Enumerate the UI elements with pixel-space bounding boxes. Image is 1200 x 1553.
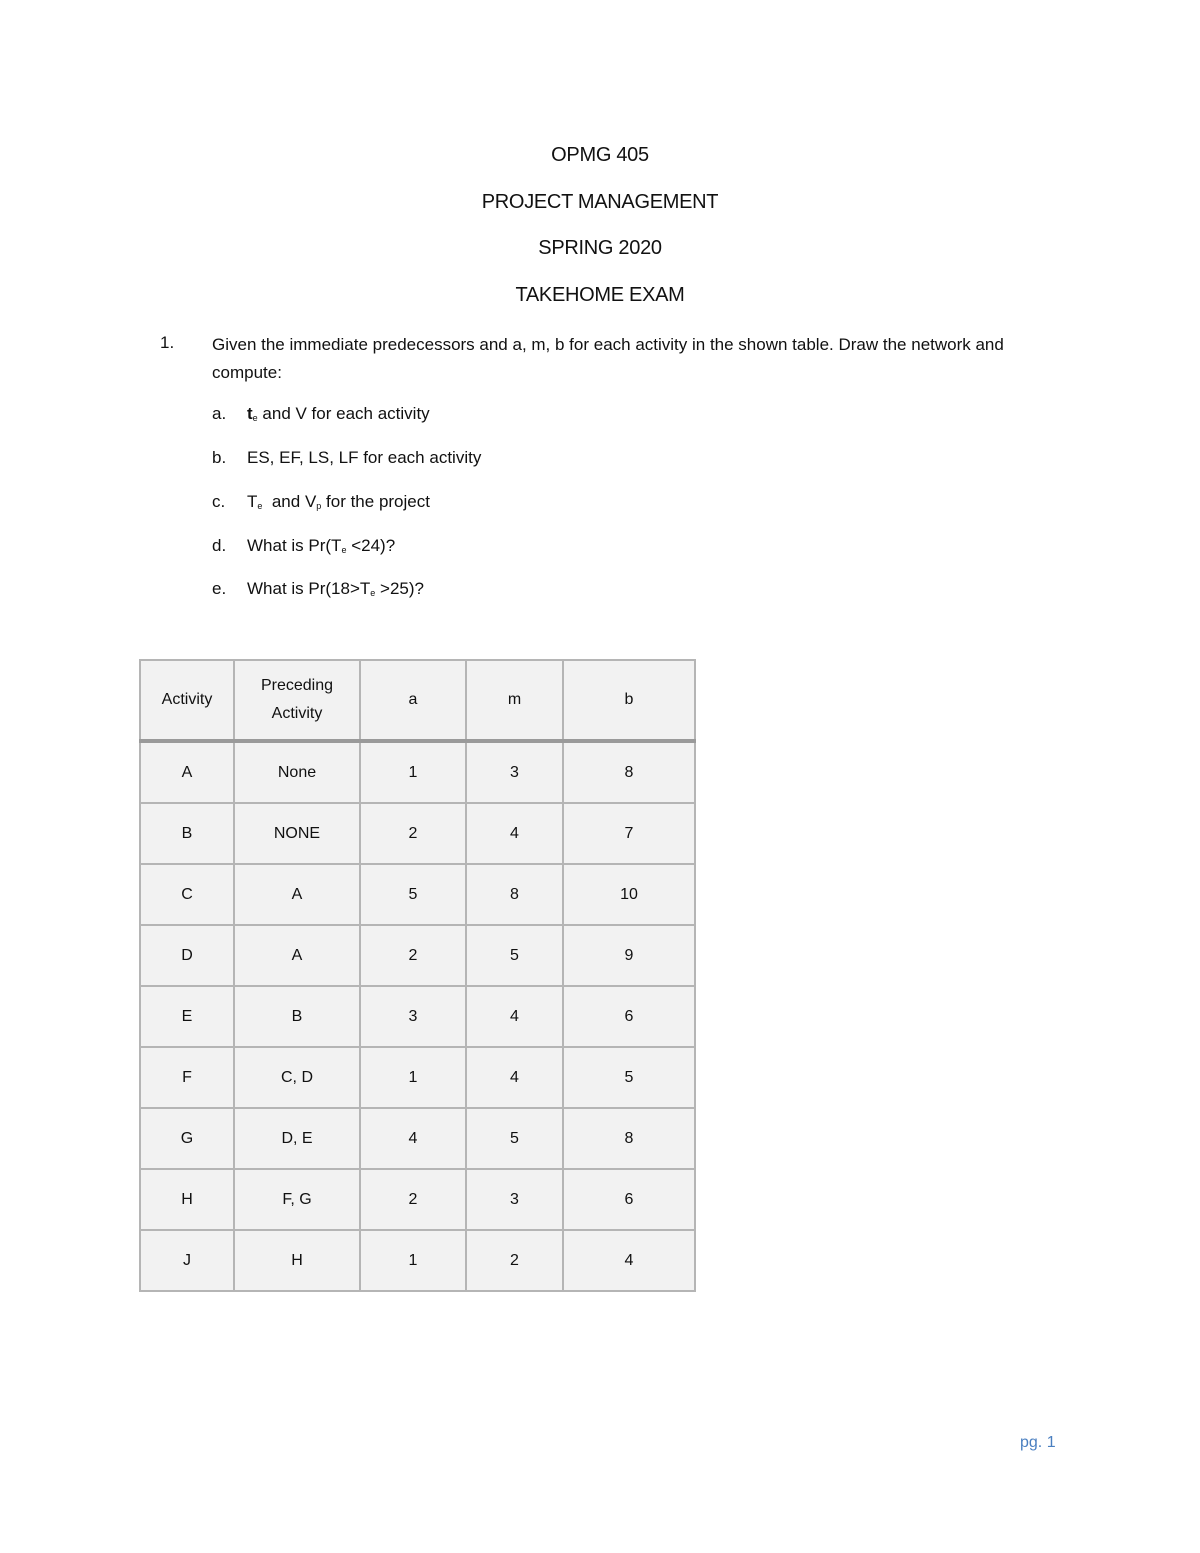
cell-a: 1 bbox=[360, 1230, 466, 1291]
cell-m: 4 bbox=[466, 1047, 563, 1108]
table-header-row bbox=[140, 660, 695, 741]
cell-preceding: NONE bbox=[234, 803, 360, 864]
cell-activity: G bbox=[140, 1108, 234, 1169]
part-letter: b. bbox=[212, 448, 227, 467]
cell-activity: J bbox=[140, 1230, 234, 1291]
cell-activity: C bbox=[140, 864, 234, 925]
header-activity: Activity bbox=[140, 660, 234, 741]
cell-b: 8 bbox=[563, 1108, 695, 1169]
cell-b: 4 bbox=[563, 1230, 695, 1291]
cell-activity: B bbox=[140, 803, 234, 864]
cell-b: 7 bbox=[563, 803, 695, 864]
cell-b: 5 bbox=[563, 1047, 695, 1108]
exam-title: TAKEHOME EXAM bbox=[515, 284, 685, 306]
cell-a: 1 bbox=[360, 741, 466, 803]
cell-m: 3 bbox=[466, 741, 563, 803]
table-row bbox=[140, 803, 695, 864]
header-b: b bbox=[563, 660, 695, 741]
cell-a: 4 bbox=[360, 1108, 466, 1169]
cell-preceding: H bbox=[234, 1230, 360, 1291]
page-number: pg. 1 bbox=[1020, 1434, 1056, 1451]
question-number: 1. bbox=[160, 333, 175, 352]
header-a: a bbox=[360, 660, 466, 741]
cell-preceding: D, E bbox=[234, 1108, 360, 1169]
header-preceding: Preceding Activity bbox=[234, 660, 360, 741]
part-letter: d. bbox=[212, 536, 227, 555]
cell-activity: H bbox=[140, 1169, 234, 1230]
cell-a: 3 bbox=[360, 986, 466, 1047]
table-row bbox=[140, 1169, 695, 1230]
part-text: What is $Pr(18>T_e >25)$? bbox=[247, 579, 424, 598]
cell-m: 2 bbox=[466, 1230, 563, 1291]
table-row bbox=[140, 925, 695, 986]
cell-b: 10 bbox=[563, 864, 695, 925]
cell-activity: D bbox=[140, 925, 234, 986]
cell-activity: E bbox=[140, 986, 234, 1047]
cell-b: 6 bbox=[563, 1169, 695, 1230]
cell-a: 2 bbox=[360, 803, 466, 864]
part-text: What is $Pr(T_e <24)$? bbox=[247, 536, 396, 555]
cell-activity: A bbox=[140, 741, 234, 803]
cell-m: 3 bbox=[466, 1169, 563, 1230]
cell-a: 2 bbox=[360, 1169, 466, 1230]
table-row bbox=[140, 1108, 695, 1169]
cell-preceding: C, D bbox=[234, 1047, 360, 1108]
part-letter: e. bbox=[212, 579, 227, 598]
cell-preceding: A bbox=[234, 864, 360, 925]
cell-b: 8 bbox=[563, 741, 695, 803]
cell-activity: F bbox=[140, 1047, 234, 1108]
cell-a: 2 bbox=[360, 925, 466, 986]
table-row bbox=[140, 1047, 695, 1108]
cell-a: 1 bbox=[360, 1047, 466, 1108]
cell-m: 5 bbox=[466, 925, 563, 986]
part-text: $T_e$ and $V_p$ for the project bbox=[247, 492, 430, 511]
course-code: OPMG 405 bbox=[551, 144, 649, 166]
cell-b: 6 bbox=[563, 986, 695, 1047]
cell-preceding: B bbox=[234, 986, 360, 1047]
cell-m: 4 bbox=[466, 986, 563, 1047]
cell-preceding: F, G bbox=[234, 1169, 360, 1230]
part-text: $t_e$ and V for each activity bbox=[247, 404, 430, 423]
table-row bbox=[140, 741, 695, 803]
course-title: PROJECT MANAGEMENT bbox=[481, 191, 719, 213]
cell-preceding: None bbox=[234, 741, 360, 803]
cell-m: 4 bbox=[466, 803, 563, 864]
table-row bbox=[140, 986, 695, 1047]
part-letter: c. bbox=[212, 492, 226, 511]
cell-preceding: A bbox=[234, 925, 360, 986]
cell-m: 5 bbox=[466, 1108, 563, 1169]
part-letter: a. bbox=[212, 404, 227, 423]
header-m: m bbox=[466, 660, 563, 741]
table-row bbox=[140, 1230, 695, 1291]
cell-m: 8 bbox=[466, 864, 563, 925]
activity-table bbox=[139, 659, 696, 1292]
cell-b: 9 bbox=[563, 925, 695, 986]
table-row bbox=[140, 864, 695, 925]
term: SPRING 2020 bbox=[538, 237, 662, 259]
part-text: ES, EF, LS, LF for each activity bbox=[247, 448, 482, 467]
cell-a: 5 bbox=[360, 864, 466, 925]
question-text: Given the immediate predecessors and a, m, b for each activity in the shown table. Draw the network and compute: bbox=[212, 335, 1004, 382]
